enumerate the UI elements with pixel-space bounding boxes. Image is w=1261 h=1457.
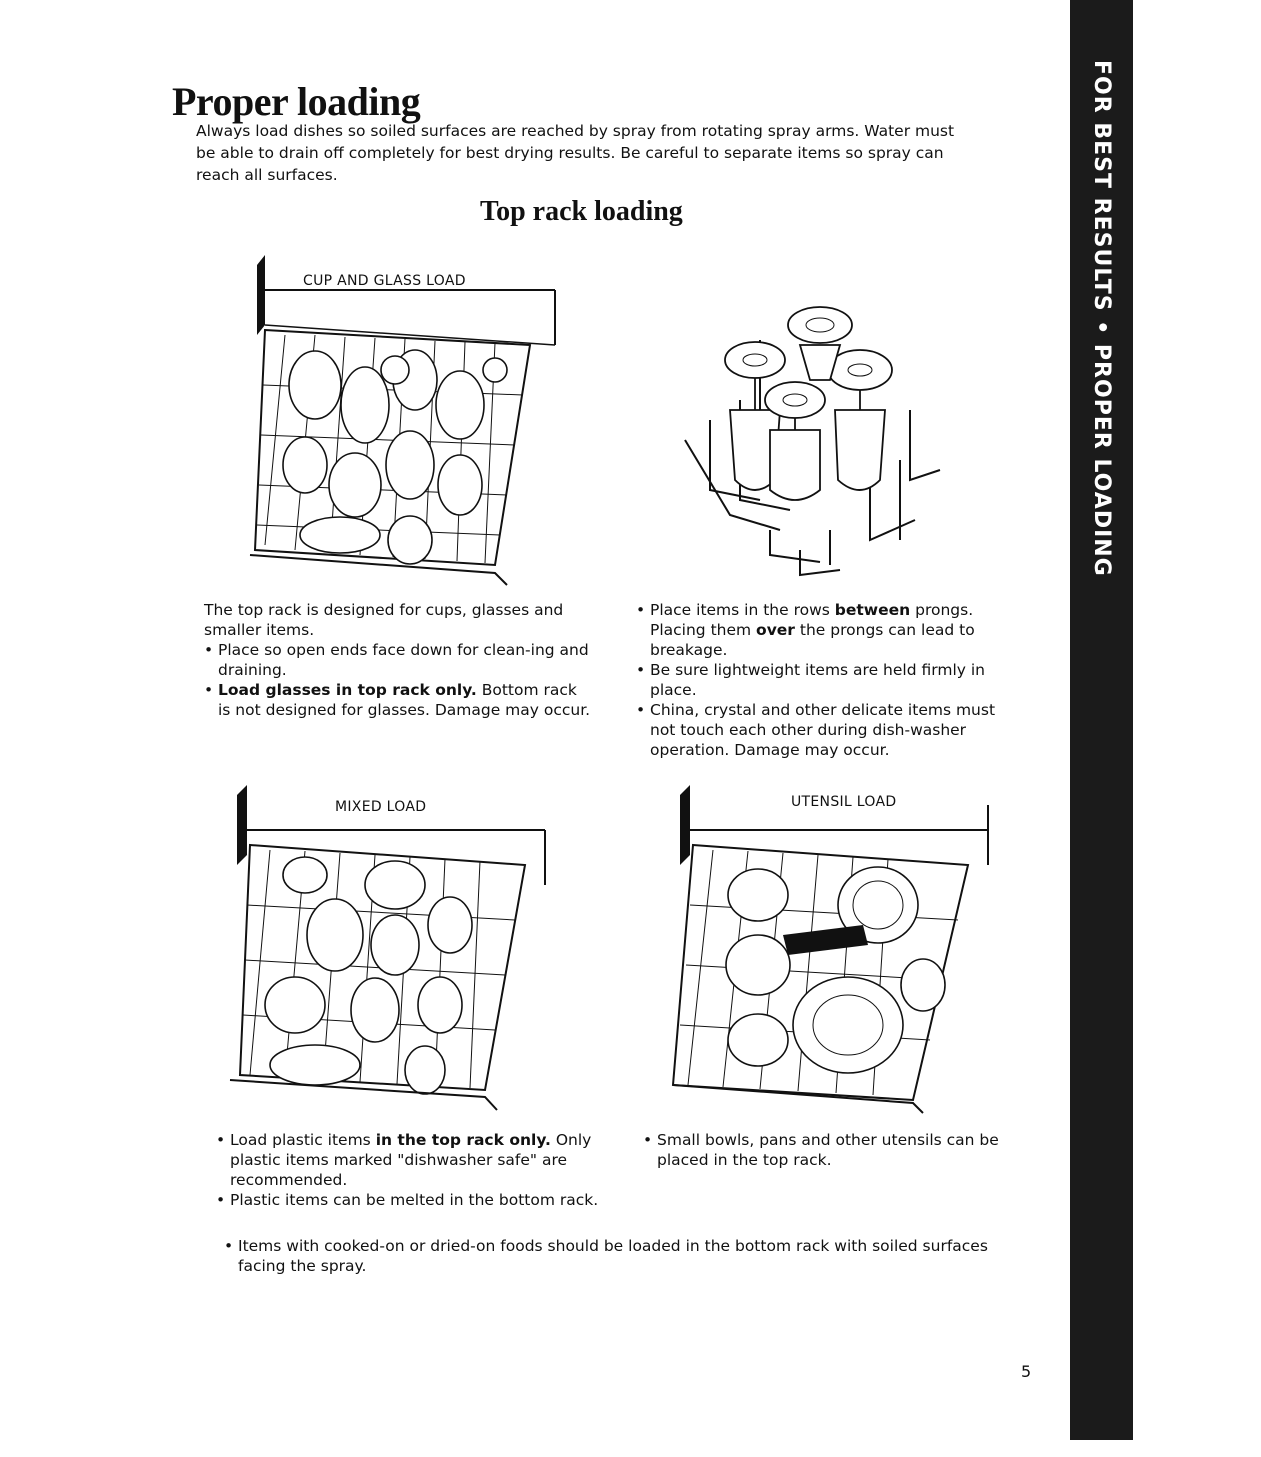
bullet-text: Be sure lightweight items are held firmly in place. bbox=[650, 661, 985, 699]
list-item bbox=[636, 660, 1016, 700]
bullet-text: Only plastic items marked "dishwasher safe" are recommended. bbox=[230, 1131, 592, 1189]
cup-glass-load-figure bbox=[245, 255, 565, 590]
rack-illustration-cup-glass bbox=[245, 255, 565, 590]
figure-label: MIXED LOAD bbox=[335, 799, 427, 815]
bullet-text: Place so open ends face down for clean-ing and draining. bbox=[218, 641, 589, 679]
page-number: 5 bbox=[1021, 1362, 1032, 1381]
cooked-on-foods-note bbox=[224, 1236, 1014, 1276]
top-rack-text-left bbox=[204, 600, 594, 720]
glasses-prongs-figure bbox=[670, 300, 950, 580]
section-subtitle: Top rack loading bbox=[480, 196, 683, 227]
list-item bbox=[204, 640, 594, 680]
utensil-load-figure bbox=[668, 785, 998, 1115]
bullet-text: Place items in the rows bbox=[650, 601, 835, 619]
bullet-text: prongs. Placing them bbox=[650, 601, 974, 639]
bullet-text: the prongs can lead to breakage. bbox=[650, 621, 975, 659]
bullet-text: Bottom rack is not designed for glasses. Damage may occur. bbox=[218, 681, 591, 719]
mixed-load-figure bbox=[225, 785, 555, 1115]
bullet-text: Small bowls, pans and other utensils can be placed in the top rack. bbox=[657, 1131, 999, 1169]
sidebar-label: FOR BEST RESULTS • PROPER LOADING bbox=[1089, 60, 1114, 577]
bullet-text: China, crystal and other delicate items must not touch each other during dish-washer operation. Damage may occur. bbox=[650, 701, 996, 759]
rack-illustration-utensil bbox=[668, 785, 998, 1115]
bullet-bold: Load glasses in top rack only. bbox=[218, 681, 477, 699]
figure-label: CUP AND GLASS LOAD bbox=[303, 273, 466, 289]
rack-illustration-mixed bbox=[225, 785, 555, 1115]
list-item bbox=[643, 1130, 1033, 1170]
prongs-illustration bbox=[670, 300, 950, 580]
list-item bbox=[204, 680, 594, 720]
bullet-text: Items with cooked-on or dried-on foods should be loaded in the bottom rack with soiled surfaces facing the spray. bbox=[238, 1237, 988, 1275]
list-item bbox=[224, 1236, 1014, 1276]
list-item bbox=[216, 1190, 616, 1210]
bullet-text: Load plastic items bbox=[230, 1131, 376, 1149]
plastic-text-left bbox=[216, 1130, 616, 1210]
bullet-bold: in the top rack only. bbox=[375, 1131, 551, 1149]
figure-label: UTENSIL LOAD bbox=[791, 794, 897, 810]
bullet-text: Plastic items can be melted in the bottom rack. bbox=[230, 1191, 599, 1209]
intro-paragraph: Always load dishes so soiled surfaces are reached by spray from rotating spray arms. Water must be able to drain off completely for best drying results. Be careful to separate items so spray can reach all surfaces. bbox=[196, 122, 955, 184]
page-title: Proper loading bbox=[172, 79, 421, 124]
bullet-bold: between bbox=[834, 601, 911, 619]
top-rack-text-right bbox=[636, 600, 1016, 760]
utensil-text-right bbox=[643, 1130, 1033, 1170]
list-item bbox=[636, 600, 1016, 660]
paragraph: The top rack is designed for cups, glasses and smaller items. bbox=[204, 601, 564, 639]
sidebar-tab bbox=[1070, 0, 1133, 1440]
bullet-bold: over bbox=[756, 621, 795, 639]
list-item bbox=[636, 700, 1016, 760]
list-item bbox=[216, 1130, 616, 1190]
